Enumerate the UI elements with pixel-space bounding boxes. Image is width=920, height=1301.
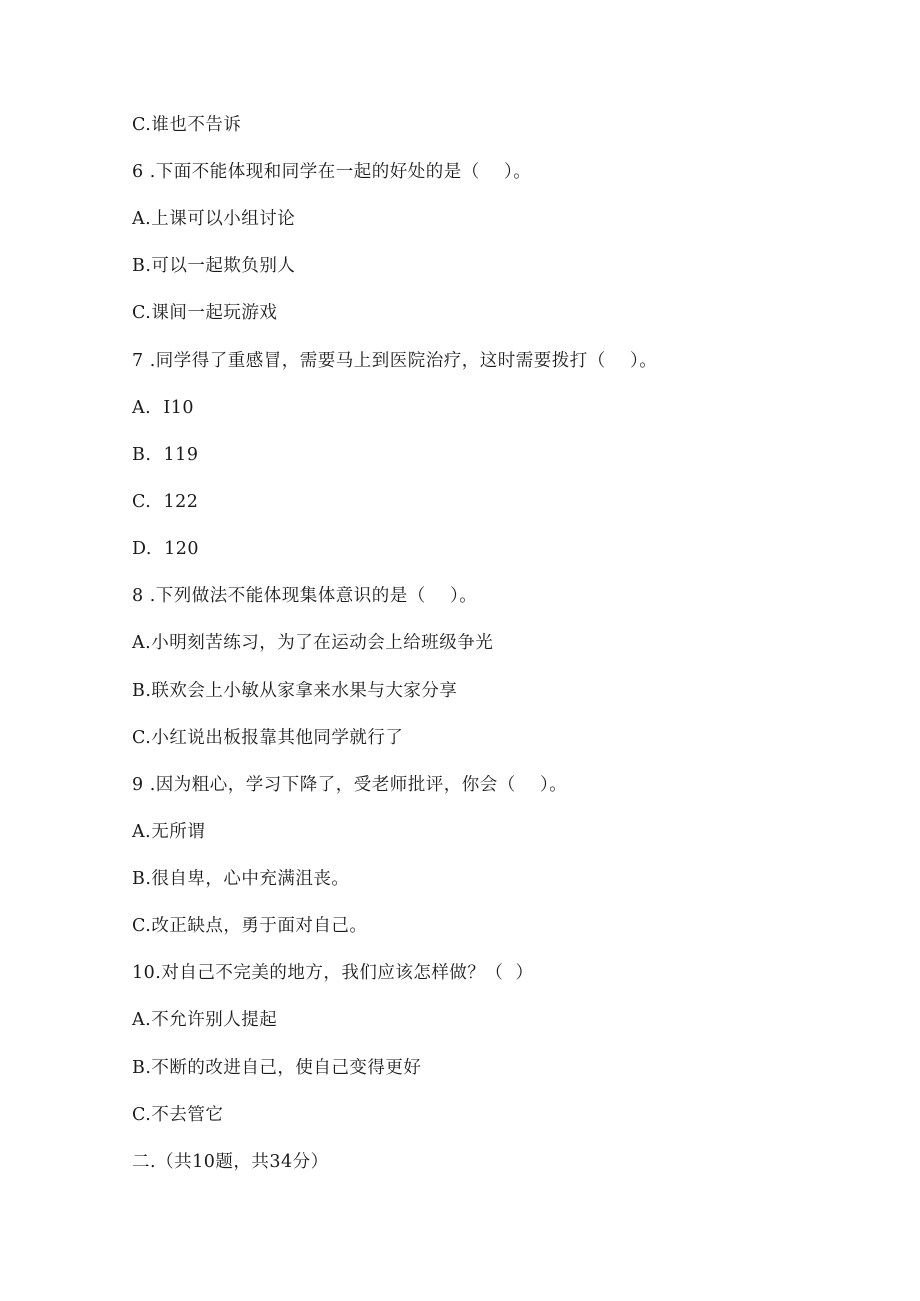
q7-option-d: D. 120 [132,539,199,559]
q7-option-b: B. 119 [132,445,199,465]
q8-option-a: A.小明刻苦练习，为了在运动会上给班级争光 [132,633,494,653]
q7-option-c: C. 122 [132,492,199,512]
q8-option-c: C.小红说出板报靠其他同学就行了 [132,728,404,748]
q9-option-b: B.很自卑，心中充满沮丧。 [132,869,350,889]
section-2-heading: 二.（共10题，共34分） [132,1152,329,1172]
q10-option-a: A.不允许别人提起 [132,1010,278,1030]
question-10: 10.对自己不完美的地方，我们应该怎样做？（ ） [132,963,534,983]
question-9: 9 .因为粗心，学习下降了，受老师批评，你会（ ）。 [132,775,568,795]
q7-option-a: A. I10 [132,398,195,418]
q6-option-c: C.课间一起玩游戏 [132,303,278,323]
q10-option-c: C.不去管它 [132,1105,224,1125]
q5-option-c: C.谁也不告诉 [132,115,242,135]
question-6: 6 .下面不能体现和同学在一起的好处的是（ ）。 [132,162,532,182]
q8-option-b: B.联欢会上小敏从家拿来水果与大家分享 [132,681,458,701]
q9-option-c: C.改正缺点，勇于面对自己。 [132,916,368,936]
question-7: 7 .同学得了重感冒，需要马上到医院治疗，这时需要拨打（ ）。 [132,351,658,371]
q10-option-b: B.不断的改进自己，使自己变得更好 [132,1058,422,1078]
question-8: 8 .下列做法不能体现集体意识的是（ ）。 [132,586,478,606]
q6-option-b: B.可以一起欺负别人 [132,256,296,276]
q9-option-a: A.无所谓 [132,822,206,842]
q6-option-a: A.上课可以小组讨论 [132,209,296,229]
